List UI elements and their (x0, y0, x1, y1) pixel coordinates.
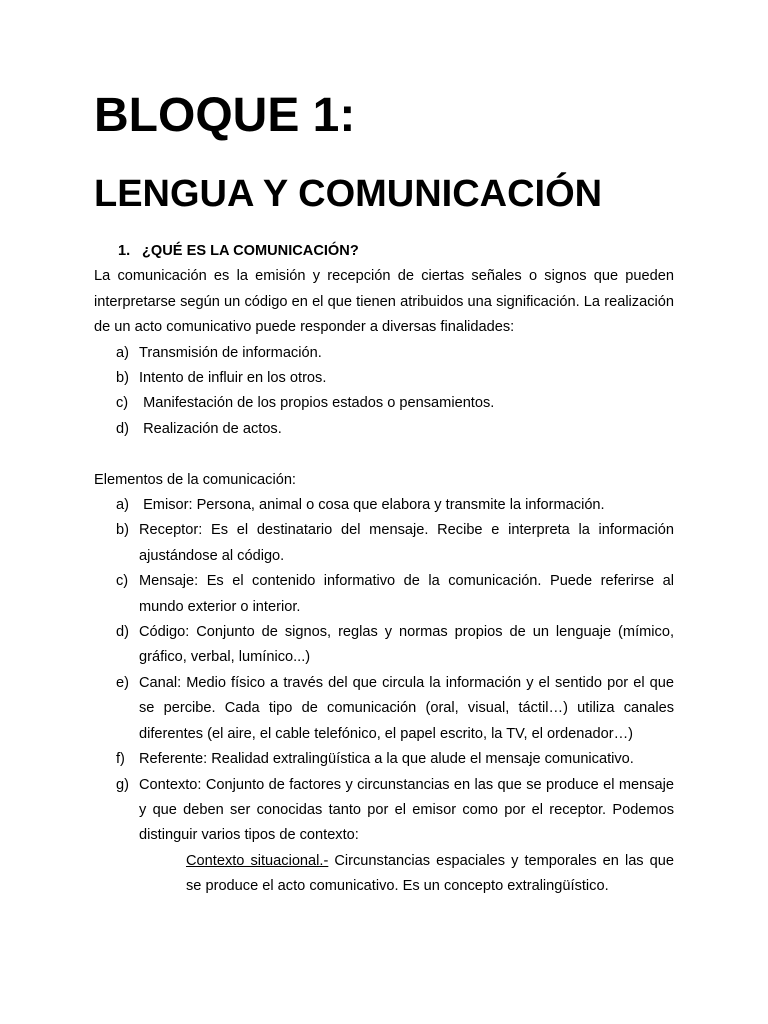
list-item (94, 620, 674, 671)
list-marker: e) (116, 674, 129, 691)
list-text: Contexto: Conjunto de factores y circunstancias en las que se produce el mensaje y que deben ser conocidas tanto por el emisor como por el receptor. Podemos distinguir varios tipos de contexto: (139, 776, 674, 844)
list-marker: c) (116, 395, 129, 412)
elements-heading: Elementos de la comunicación: (94, 471, 296, 488)
list-item (94, 341, 674, 366)
list-text: Emisor: Persona, animal o cosa que elabora y transmite la información. (139, 497, 605, 514)
list-text: Intento de influir en los otros. (139, 370, 327, 387)
list-text: Receptor: Es el destinatario del mensaje. Recibe e interpreta la información ajustándose al código. (139, 522, 674, 564)
list-item (94, 773, 674, 849)
context-type-label: Contexto situacional.- (186, 852, 329, 869)
list-marker: g) (116, 776, 129, 793)
list-text: Referente: Realidad extralingüística a la que alude el mensaje comunicativo. (139, 751, 634, 768)
intro-paragraph: La comunicación es la emisión y recepción de ciertas señales o signos que pueden interpretarse según un código en el que tienen atribuidos una significación. La realización de un acto comunicativo puede responder a diversas finalidades: (94, 268, 674, 336)
list-text: Canal: Medio físico a través del que circula la información y el sentido por el que se percibe. Cada tipo de comunicación (oral, visual, táctil…) utiliza canales diferentes (el aire, el cable telefónico, el papel escrito, la TV, el ordenador…) (139, 674, 674, 742)
context-type-text: Circunstancias espaciales y temporales en las que se produce el acto comunicativo. Es un concepto extralingüístico. (186, 852, 679, 895)
document-title: BLOQUE 1: (94, 89, 356, 142)
list-text: Código: Conjunto de signos, reglas y normas propios de un lenguaje (mímico, gráfico, verbal, lumínico...) (139, 624, 674, 666)
list-item (94, 417, 674, 442)
list-item (94, 747, 674, 772)
list-item (94, 391, 674, 416)
list-item (94, 493, 674, 518)
list-text: Transmisión de información. (139, 344, 322, 361)
list-item (94, 671, 674, 747)
section-heading (94, 239, 674, 264)
list-marker: d) (116, 624, 129, 641)
list-marker: b) (116, 370, 129, 387)
list-marker: c) (116, 573, 129, 590)
document-subtitle: LENGUA Y COMUNICACIÓN (94, 173, 603, 215)
list-marker: b) (116, 522, 129, 539)
list-item (94, 518, 674, 569)
list-item (94, 366, 674, 391)
list-marker: d) (116, 420, 129, 437)
list-item (94, 569, 674, 620)
purposes-list (94, 341, 674, 443)
context-type-paragraph (94, 849, 679, 900)
list-text: Realización de actos. (139, 420, 282, 437)
list-marker: a) (116, 344, 129, 361)
spacer (94, 442, 674, 467)
list-text: Manifestación de los propios estados o pensamientos. (139, 395, 495, 412)
list-text: Mensaje: Es el contenido informativo de la comunicación. Puede referirse al mundo exterior o interior. (139, 573, 674, 615)
section-number: 1. (118, 243, 131, 259)
list-marker: f) (116, 751, 125, 768)
list-marker: a) (116, 497, 129, 514)
elements-list (94, 493, 674, 849)
section-heading-text: ¿QUÉ ES LA COMUNICACIÓN? (142, 243, 359, 259)
document-body (94, 239, 679, 900)
